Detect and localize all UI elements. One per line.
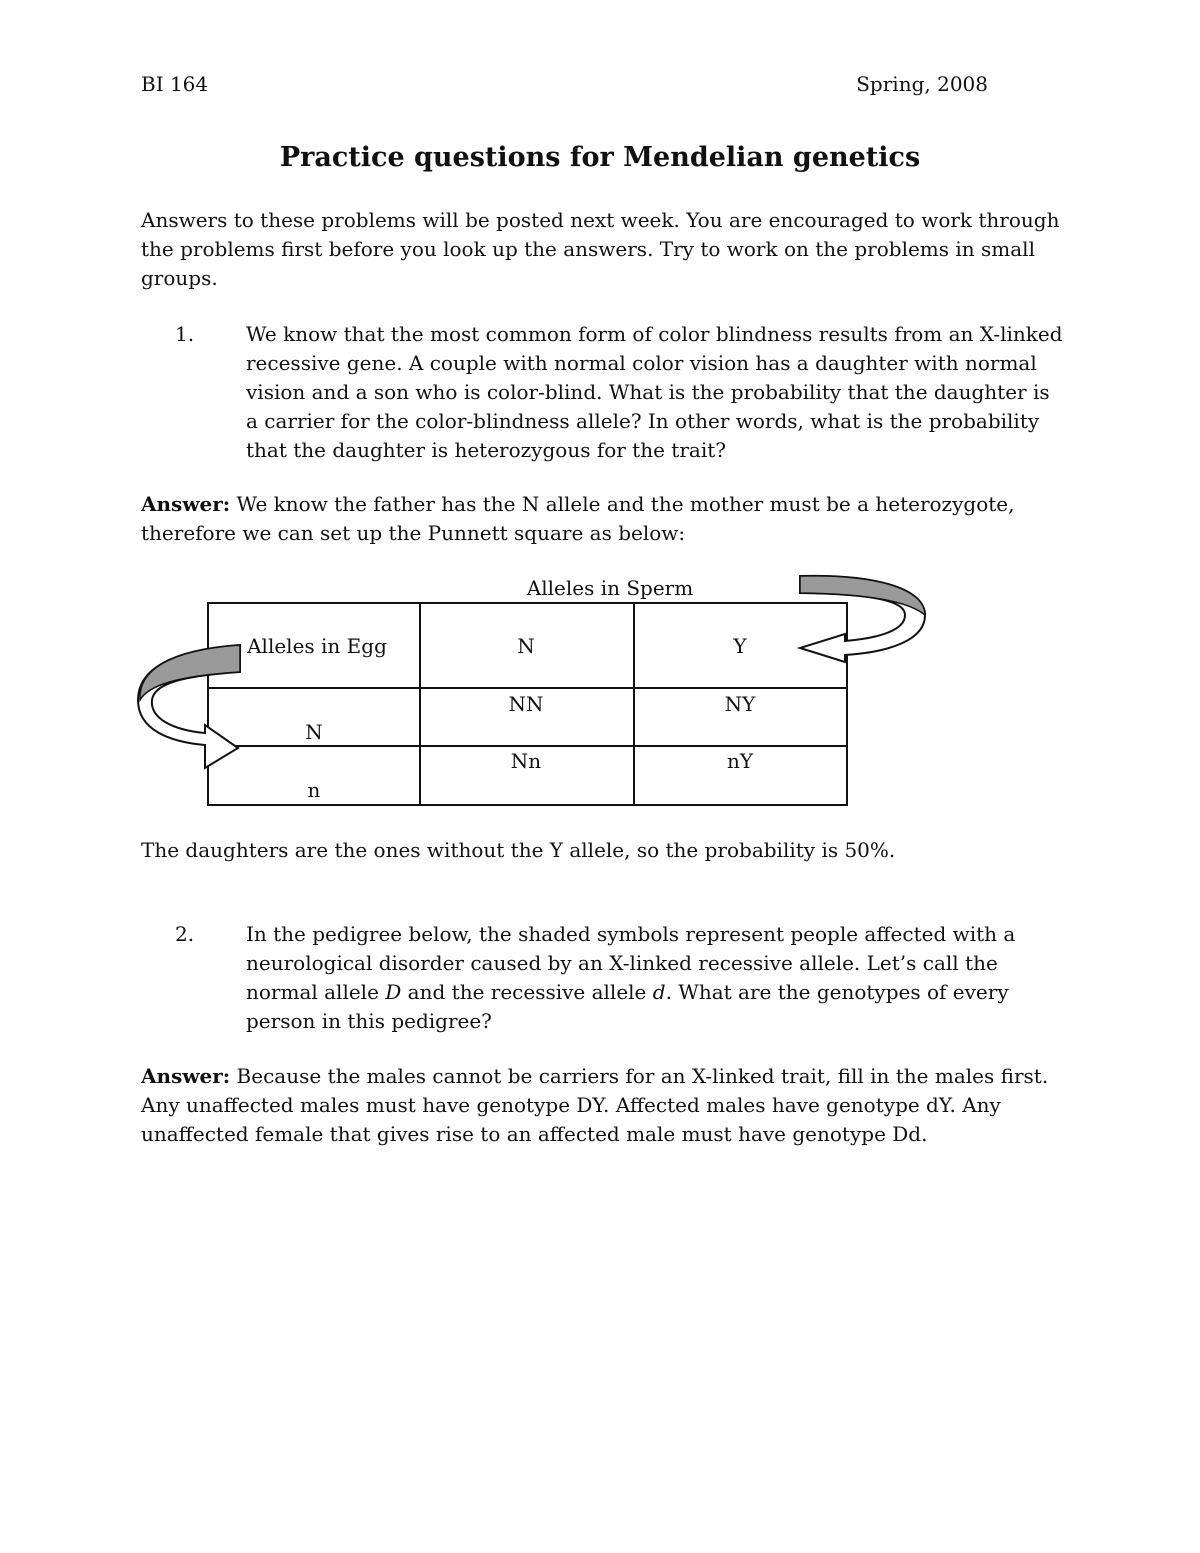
question-2-number: 2. — [175, 922, 195, 946]
answer-1-label: Answer: — [141, 492, 231, 516]
punnett-cell: Nn — [510, 749, 542, 773]
answer-2 — [141, 1062, 1071, 1149]
page-title: Practice questions for Mendelian genetics — [279, 142, 921, 173]
answer-2-text: Because the males cannot be carriers for an X-linked trait, fill in the males first. Any unaffected males must have genotype DY. Affected males have genotype dY. Any unaffected female that gives rise to an affected male must have genotype Dd. — [141, 1064, 1049, 1146]
sperm-alleles-label: Alleles in Sperm — [526, 576, 694, 600]
sperm-allele-n: N — [517, 634, 535, 658]
question-2-text-part2: and the recessive allele — [401, 980, 653, 1004]
answer-1 — [141, 490, 1071, 548]
allele-normal: D — [385, 980, 402, 1004]
punnett-cell: NN — [508, 692, 544, 716]
egg-alleles-label: Alleles in Egg — [247, 634, 387, 658]
answer-2-label: Answer: — [141, 1064, 231, 1088]
allele-recessive: d — [652, 980, 666, 1004]
egg-allele-n-lower: n — [307, 778, 321, 802]
sperm-allele-y: Y — [733, 634, 747, 658]
conclusion-1: The daughters are the ones without the Y allele, so the probability is 50%. — [141, 838, 896, 862]
question-2-text — [246, 920, 1066, 1036]
answer-1-text: We know the father has the N allele and the mother must be a heterozygote, therefore we can set up the Punnett square as below: — [141, 492, 1015, 545]
term-label: Spring, 2008 — [856, 72, 988, 96]
intro-paragraph: Answers to these problems will be posted next week. You are encouraged to work through the problems first before you look up the answers. Try to work on the problems in small groups. — [141, 208, 1060, 290]
question-2-text-part3: . What are the genotypes of every person in this pedigree? — [246, 980, 1009, 1033]
punnett-cell: nY — [726, 749, 754, 773]
question-1-text: We know that the most common form of color blindness results from an X-linked recessive gene. A couple with normal color vision has a daughter with normal vision and a son who is color-blind. What is the probability that the daughter is a carrier for the color-blindness allele? In other words, what is the probability that the daughter is heterozygous for the trait? — [246, 322, 1063, 462]
egg-allele-n-upper: N — [305, 720, 323, 744]
punnett-cell: NY — [724, 692, 756, 716]
question-2-text-part1: In the pedigree below, the shaded symbols represent people affected with a neurological disorder caused by an X-linked recessive allele. Let’s call the normal allele — [246, 922, 1016, 1004]
course-code: BI 164 — [141, 72, 209, 96]
question-1-number: 1. — [175, 322, 195, 346]
curved-arrow-left-icon — [138, 645, 240, 768]
